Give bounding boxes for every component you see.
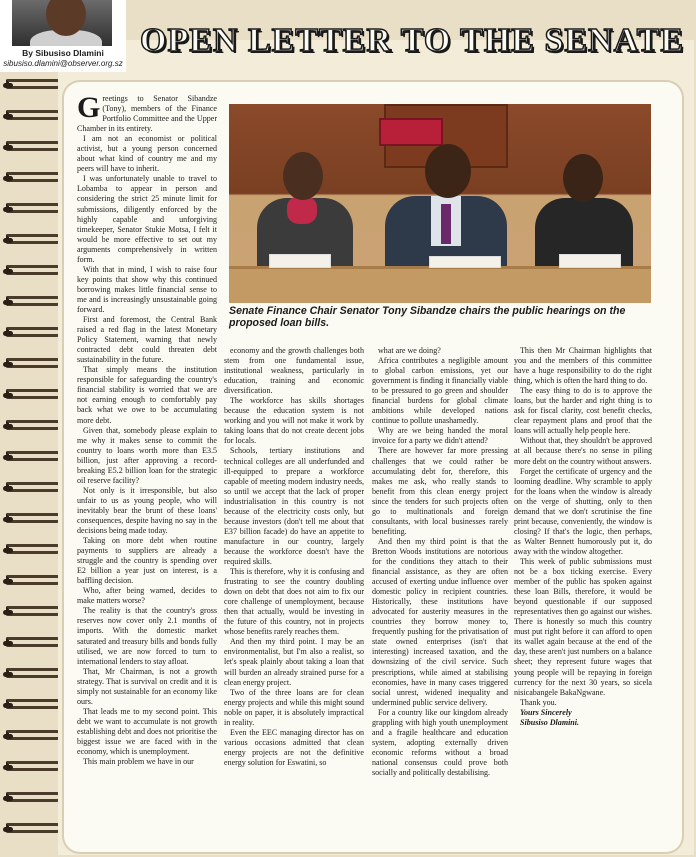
paragraph: That leads me to my second point. This debt we want to accumulate is not growth establishing debt and does not prioritise the biggest issue we are faced with in the economy, which is unemployment. (77, 706, 217, 757)
spiral-ring (6, 265, 62, 275)
paragraph: Even the EEC managing director has on various occasions admitted that clean energy projects are not the definitive energy solution for Eswatini, so (224, 727, 364, 767)
paragraph: Who, after being warned, decides to make matters worse? (77, 586, 217, 606)
spiral-ring (6, 637, 62, 647)
paragraph: The reality is that the country's gross reserves now cover only 2.1 months of imports. With the domestic market saturated and treasury bills and bonds fully utilised, we are now forced to turn to international lenders to stay afloat. (77, 606, 217, 666)
spiral-ring (6, 172, 62, 182)
photo-person-tie (441, 204, 451, 244)
spiral-ring (6, 203, 62, 213)
paragraph: what are we doing? (378, 346, 441, 355)
photo-table (229, 266, 651, 303)
author-box (0, 0, 126, 72)
spiral-ring (6, 575, 62, 585)
spiral-ring (6, 141, 62, 151)
paragraph: This week of public submissions must not be a box ticking exercise. Every member of the public has spoken against these loan Bills, therefore, it would be beyond questionable if our supposed representatives then go against our wishes. There is honestly so much this country must put right before it can afford to open its wallet again because at the end of the day, these aren't just numbers on a balance sheet; they represent future wages that young people will be repaying in foreign currency for the next 30 years, so sicela nisicabangele BakaNgwane. (514, 556, 652, 697)
author-email: sibusiso.dlamini@observer.org.sz (3, 59, 123, 68)
photo-person-head (425, 144, 471, 198)
spiral-ring (6, 792, 62, 802)
paragraph: The workforce has skills shortages because the education system is not working and you will not make it work by taking loans that do not create decent jobs for locals. (224, 396, 364, 446)
paragraph: This then Mr Chairman highlights that you and the members of this committee have a huge responsibility to do the right thing, which is often the hard thing to do. (514, 346, 652, 386)
paragraph: This is therefore, why it is confusing and frustrating to see the country doubling down on debt that does not aim to fix our core challenge of unemployment, because then that actually, would be investing in the future of this country, not in projects whose benefits rarely reaches them. (224, 567, 364, 637)
spiral-ring (6, 420, 62, 430)
paragraph: And then my third point. I may be an environmentalist, but I'm also a realist, so let's speak plainly about taking a loan that will burden an already strained purse for a clean energy project. (224, 637, 364, 687)
photo-person-head (283, 152, 323, 200)
headline: OPEN LETTER TO THE SENATE (140, 22, 684, 59)
paragraph: economy and the growth challenges both stem from one fundamental issue, institutional weakness, particularly in education, training and economic diversification. (224, 346, 364, 396)
spiral-ring (6, 761, 62, 771)
spiral-ring (6, 699, 62, 709)
hearing-photo (229, 104, 651, 303)
paragraph: Taking on more debt when routine payments to suppliers are already a struggle and the country is spending over E2 billion a year just on interest, is a baffling decision. (77, 536, 217, 586)
paragraph: I was unfortunately unable to travel to Lobamba to appear in person and considering the strict 25 minute limit for submissions, diligently enforced by the highly capable and unforgiving timekeeper, Senator Stukie Motsa, I felt it would be more effective to set out my arguments comprehensively in written form. (77, 174, 217, 264)
photo-papers (429, 256, 501, 268)
photo-papers (269, 254, 331, 268)
paragraph: Schools, tertiary institutions and technical colleges are all underfunded and ill-equipped to prepare a workforce capable of meeting modern industry needs, so until we accept that the lack of proper industrialisation in this country is not because of the electricity costs only, but because investors (don't tell me about that E37 billion facade) do have an appetite to manufacture in our country, largely because the workforce doesn't have the required skills. (224, 446, 364, 566)
paragraph: This main problem we have in our (83, 757, 194, 767)
spiral-ring (6, 358, 62, 368)
spiral-ring (6, 823, 62, 833)
paragraph: The easy thing to do is to approve the loans, but the harder and right thing is to ask for fiscal clarity, cost benefit checks, clear repayment plans and proof that the loans will actually help people here. (514, 386, 652, 436)
paragraph: I am not an economist or political activist, but a young person concerned about what kind of country me and my peers will have to inherit. (77, 134, 217, 174)
paragraph (77, 91, 217, 134)
spiral-ring (6, 730, 62, 740)
spiral-ring (6, 234, 62, 244)
article-column-2 (224, 346, 364, 768)
paragraph: For a country like our kingdom already grappling with high youth unemployment and a fragile healthcare and education system, adopting externally driven economic reforms without a broad national consensus could prove both socially and politically destabilising. (372, 707, 508, 777)
article-column-4 (514, 346, 652, 728)
paragraph: Without that, they shouldn't be approved at all because there's no sense in piling more debt on the country without answers. (514, 436, 652, 466)
photo-person-scarf (287, 196, 317, 224)
paragraph: There are however far more pressing challenges that we could rather be accumulating debt for, therefore, this makes me ask, who really stands to benefit from this clean energy project since the tenders for such projects often go to multinationals and foreign consultants, with local businesses rarely benefiting. (372, 446, 508, 536)
article-column-1 (77, 91, 217, 767)
spiral-ring (6, 327, 62, 337)
paragraph: Two of the three loans are for clean energy projects and while this might sound noble on paper, it is absolutely impractical in reality. (224, 687, 364, 727)
signoff-greeting: Yours Sincerely (520, 707, 572, 717)
spiral-ring (6, 79, 62, 89)
paragraph: Africa contributes a negligible amount to global carbon emissions, yet our government is finding it financially viable to be pressured to go green and shoulder financial burdens for global climate ambitions while developed nations continue to pollute unashamedly. (372, 356, 508, 426)
photo-person-head (563, 154, 603, 202)
spiral-ring (6, 296, 62, 306)
paragraph-text: reetings to Senator Sibandze (Tony), members of the Finance Portfolio Committee and the Upper Chamber in its entirety. (77, 94, 217, 134)
paragraph: Forget the certificate of urgency and the looming deadline. Why scramble to apply for the loans when the window is already on the verge of shutting, only to then demand that we don't scrutinise the fine print because, conveniently, the window is closing? If that's the logic, then perhaps, as Walter Bennett humorously put it, do away with the window altogether. (514, 466, 652, 556)
paragraph: With that in mind, I wish to raise four key points that show why this continued borrowing makes little financial sense to me and is increasingly unsustainable going forward. (77, 264, 217, 314)
spiral-ring (6, 606, 62, 616)
author-photo (12, 0, 112, 46)
spiral-ring (6, 389, 62, 399)
spiral-ring (6, 513, 62, 523)
drop-cap: G (77, 91, 101, 124)
photo-red-sign (379, 118, 443, 146)
spiral-ring (6, 482, 62, 492)
byline (0, 48, 126, 69)
paragraph: Not only is it irresponsible, but also unfair to us as young people, who will inevitably bear the brunt of these loans' consequences, despite having no say in the decisions being made today. (77, 485, 217, 536)
photo-person-center (379, 144, 509, 274)
paragraph: Given that, somebody please explain to me why it makes sense to commit the country to loans worth more than E3.5 billion, just after approving a record-breaking E5.2 billion loan for the strategic oil reserve facility? (77, 425, 217, 485)
author-name: By Sibusiso Dlamini (22, 48, 104, 58)
paragraph: That simply means the institution responsible for safeguarding the country's financial stability is worried that we are not earning enough to comfortably pay back what we owe to be accumulating more debt. (77, 365, 217, 425)
paragraph: Why are we being handed the moral invoice for a party we didn't attend? (372, 426, 508, 446)
spiral-ring (6, 544, 62, 554)
paragraph: And then my third point is that the Bretton Woods institutions are notorious for the conditions they attach to their financial assistance, as they are often accused of exerting undue influence over domestic policy in recipient countries. Historically, these institutions have advocated for austerity measures in the countries they borrow money to, frequently pushing for the privatisation of state owned enterprises (isn't that interesting) increased taxation, and the downsizing of the civil service. Such prescriptions, while aimed at stabilising economies, have in many cases triggered social unrest, widened inequality and undermined public service delivery. (372, 536, 508, 707)
photo-caption: Senate Finance Chair Senator Tony Sibandze chairs the public hearings on the proposed loan bills. (229, 305, 626, 329)
spiral-ring (6, 668, 62, 678)
spiral-ring (6, 451, 62, 461)
signoff-name: Sibusiso Dlamini. (520, 717, 580, 727)
photo-papers (559, 254, 621, 268)
paragraph: That, Mr Chairman, is not a growth strategy. That is survival on credit and it is simply not sustainable for an economy like ours. (77, 666, 217, 706)
article-column-3 (372, 346, 508, 778)
spiral-ring (6, 110, 62, 120)
paragraph: Thank you. (520, 697, 557, 707)
paragraph: First and foremost, the Central Bank raised a red flag in the latest Monetary Policy Statement, warning that newly contracted debt could threaten debt sustainability in the future. (77, 315, 217, 365)
